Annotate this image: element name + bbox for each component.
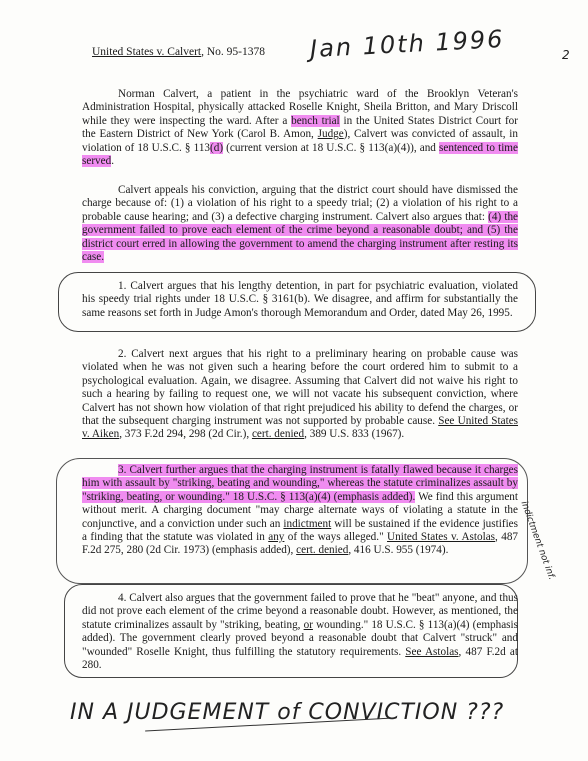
case-number: , No. 95-1378 xyxy=(201,46,266,58)
or-underline: or xyxy=(303,618,313,631)
highlight-bench-trial: bench trial xyxy=(291,114,340,127)
citation-see-astolas: See Astolas xyxy=(405,645,459,658)
paragraph-appeal-grounds xyxy=(82,184,518,264)
paragraph-point-4 xyxy=(82,592,518,672)
text-span: 1. Calvert argues that his lengthy detention, in part for psychiatric evaluation, violated his speedy trial rights under 18 U.S.C. § 3161(b). We disagree, and affirm for substantially the same reasons set forth in Judge Amon's thorough Memorandum and Order, dated May 26, 1995. xyxy=(82,280,518,319)
text-span: of the ways alleged." xyxy=(284,531,388,544)
highlight-subsection-d: (d) xyxy=(210,141,224,154)
text-span: We find this argument without merit. A charging document "may charge alternate ways of violating a statute in the conjunctive, and a conviction under such an xyxy=(82,490,518,530)
text-span: . xyxy=(111,155,114,168)
text-span: wounding." 18 U.S.C. § 113(a)(4) (emphasis added). The government clearly proved beyond a reasonable doubt that Calvert "struck" and "wounded" Roselle Knight, thus fulfilling the statutory requirements. xyxy=(82,618,518,658)
text-span: , 389 U.S. 833 (1967). xyxy=(304,428,405,441)
citation-cert-denied: cert. denied xyxy=(251,428,305,441)
handwritten-margin-note: indictment not inf. xyxy=(518,500,557,582)
case-caption: United States v. Calvert xyxy=(92,46,202,58)
citation-cert-denied: cert. denied xyxy=(296,544,349,557)
paragraph-point-1 xyxy=(82,280,518,320)
handwritten-date: Jan 10th 1996 xyxy=(309,24,506,64)
paragraph-point-3 xyxy=(82,464,518,558)
page-number: 2 xyxy=(562,48,570,62)
any-underline: any xyxy=(268,531,285,544)
text-span: will be sustained if the evidence justifies a finding that the statute was violated in xyxy=(82,517,519,544)
text-span: ), Calvert was convicted of assault, in violation of 18 U.S.C. § 113 xyxy=(82,128,518,154)
text-span: (current version at 18 U.S.C. § 113(a)(4)), and xyxy=(223,141,440,154)
text-span: Calvert appeals his conviction, arguing that the district court should have dismissed the charge because of: (1) a violation of his right to a speedy trial; (2) a violation of his right to a probable cause hearing; and (3) a defective charging instrument. Calvert also argues that: xyxy=(82,184,518,223)
text-span: 2. Calvert next argues that his right to a preliminary hearing on probable cause was violated when he was not given such a hearing before the court ordered him to submit to a psychological evaluation. Again, we disagree. Assuming that Calvert did not waive his right to such a hearing by failing to request one, we will not vacate his subsequent conviction, where Calvert has not shown how violation of that right prejudiced his ability to defend the charges, or that the subsequent charging instrument was not supported by probable cause. xyxy=(82,348,518,428)
paragraph-point-2 xyxy=(82,348,518,442)
text-span: , 487 F.2d at 280. xyxy=(82,645,518,672)
highlight-sentence: sentenced to time served xyxy=(82,141,518,168)
highlight-charging-instrument: 3. Calvert further argues that the charging instrument is fatally flawed because it charges him with assault by "striking, beating and wounding," whereas the statute criminalizes assault by "striking, beating, or wounding." 18 U.S.C. § 113(a)(4) (emphasis added). xyxy=(82,464,518,503)
citation-aiken: See United States v. Aiken xyxy=(82,415,519,441)
text-span: , 487 F.2d 275, 280 (2d Cir. 1973) (emphasis added), xyxy=(82,531,519,557)
citation-astolas: United States v. Astolas xyxy=(387,531,496,544)
handwritten-conviction-note: IN A JUDGEMENT of CONVICTION ??? xyxy=(70,700,505,725)
judge-underline: Judge xyxy=(317,128,344,141)
text-span: 4. Calvert also argues that the government failed to prove that he "beat" anyone, and thus did not prove each element of the crime beyond a reasonable doubt. However, as mentioned, the statute criminalizes assault by "striking, beating, xyxy=(82,592,518,631)
paragraph-facts xyxy=(82,88,518,168)
text-span: in the United States District Court for the Eastern District of New York (Carol B. Amon, xyxy=(82,114,518,141)
text-span: Norman Calvert, a patient in the psychiatric ward of the Brooklyn Veteran's Administration Hospital, physically attacked Roselle Knight, Sheila Britton, and Mary Driscoll while they were inspecting the ward. After a xyxy=(82,88,518,127)
text-span: , 416 U.S. 955 (1974). xyxy=(348,544,449,557)
highlight-grounds-4-5: (4) the government failed to prove each element of the crime beyond a reasonable doubt; and (5) the district court erred in allowing the government to amend the charging instrument after resting its case. xyxy=(82,210,519,264)
text-span: , 373 F.2d 294, 298 (2d Cir.), xyxy=(119,428,252,441)
case-header xyxy=(92,46,265,58)
indictment-underline: indictment xyxy=(283,517,332,530)
